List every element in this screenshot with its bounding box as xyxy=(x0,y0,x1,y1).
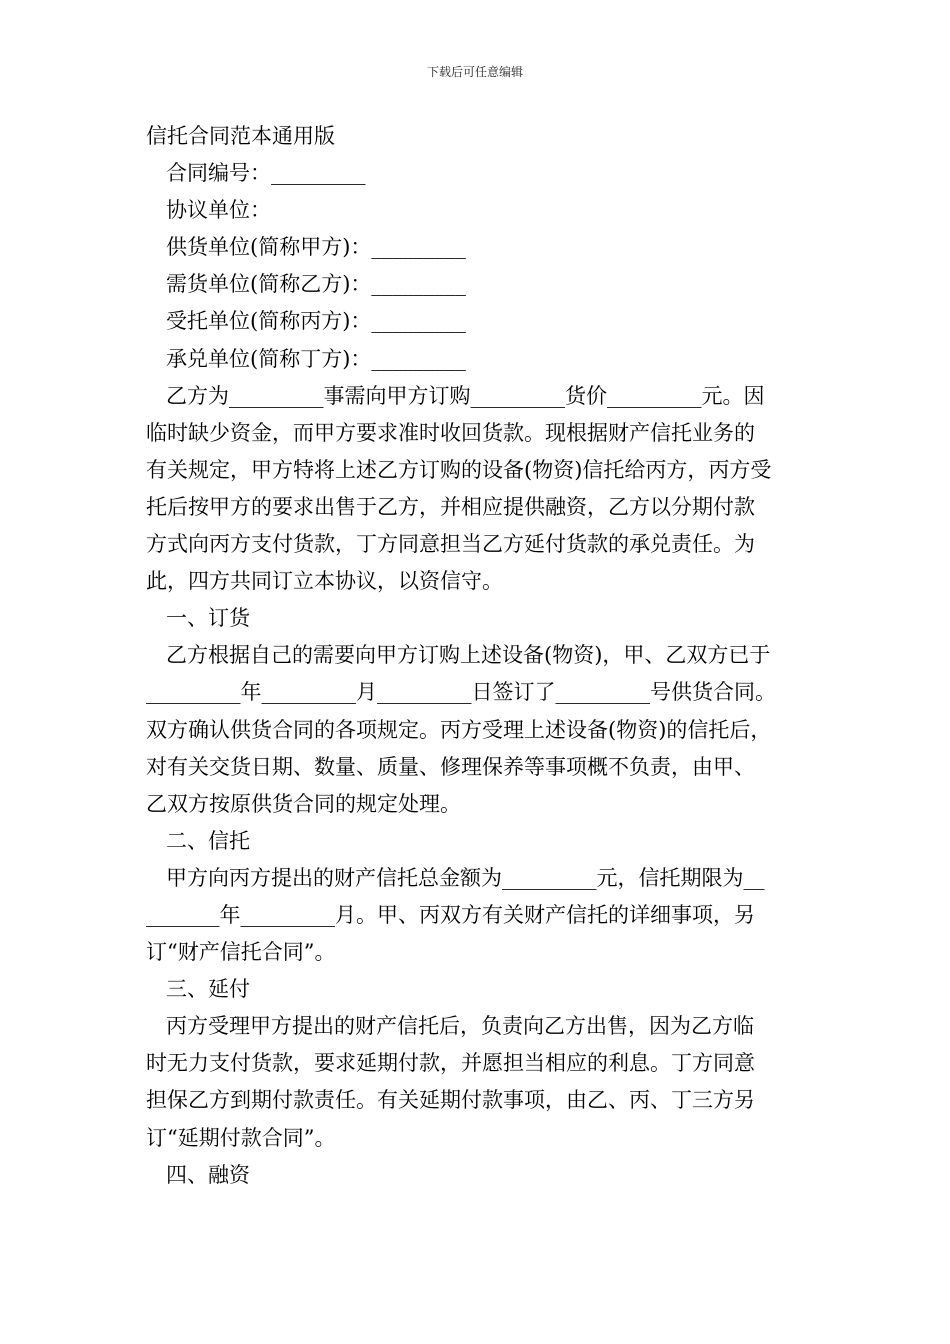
parties-heading: 协议单位： xyxy=(166,198,271,223)
party-d-line: 承兑单位(简称丁方)：_________ xyxy=(166,346,466,371)
contract-number-line: 合同编号：_________ xyxy=(166,161,366,186)
trust-paragraph-line: _______年_________月。甲、丙双方有关财产信托的详细事项，另 xyxy=(146,902,755,927)
intro-paragraph-line: 有关规定，甲方特将上述乙方订购的设备(物资)信托给丙方，丙方受 xyxy=(146,457,772,482)
document-body xyxy=(146,118,836,1194)
intro-paragraph-line: 乙方为_________事需向甲方订购_________货价_________元。因 xyxy=(166,383,765,408)
intro-paragraph-line: 临时缺少资金，而甲方要求准时收回货款。现根据财产信托业务的 xyxy=(146,420,755,445)
ordering-paragraph-line: 乙方根据自己的需要向甲方订购上述设备(物资)，甲、乙双方已于 xyxy=(166,643,771,668)
party-b-line: 需货单位(简称乙方)：_________ xyxy=(166,272,466,297)
intro-paragraph-line: 托后按甲方的要求出售于乙方，并相应提供融资，乙方以分期付款 xyxy=(146,494,755,519)
trust-paragraph-line: 甲方向丙方提出的财产信托总金额为_________元，信托期限为__ xyxy=(166,865,765,890)
deferral-paragraph-line: 时无力支付货款，要求延期付款，并愿担当相应的利息。丁方同意 xyxy=(146,1051,755,1076)
intro-paragraph-line: 方式向丙方支付货款，丁方同意担当乙方延付货款的承兑责任。为 xyxy=(146,532,755,557)
section-heading-deferral: 三、延付 xyxy=(166,977,250,1002)
ordering-paragraph-line: 乙双方按原供货合同的规定处理。 xyxy=(146,791,461,816)
ordering-paragraph-line: 对有关交货日期、数量、质量、修理保养等事项概不负责，由甲、 xyxy=(146,754,755,779)
deferral-paragraph-line: 担保乙方到期付款责任。有关延期付款事项，由乙、丙、丁三方另 xyxy=(146,1088,755,1113)
ordering-paragraph-line: 双方确认供货合同的各项规定。丙方受理上述设备(物资)的信托后， xyxy=(146,717,772,742)
section-heading-financing: 四、融资 xyxy=(166,1162,250,1187)
deferral-paragraph-line: 订“延期付款合同”。 xyxy=(146,1125,336,1150)
party-c-line: 受托单位(简称丙方)：_________ xyxy=(166,309,466,334)
section-heading-trust: 二、信托 xyxy=(166,828,250,853)
document-title: 信托合同范本通用版 xyxy=(146,124,335,148)
deferral-paragraph-line: 丙方受理甲方提出的财产信托后，负责向乙方出售，因为乙方临 xyxy=(166,1014,754,1039)
ordering-paragraph-line: _________年_________月_________日签订了_________号供货合同。 xyxy=(146,680,776,705)
party-a-line: 供货单位(简称甲方)：_________ xyxy=(166,235,466,260)
section-heading-ordering: 一、订货 xyxy=(166,606,250,631)
page-header-note: 下载后可任意编辑 xyxy=(426,65,523,79)
trust-paragraph-line: 订“财产信托合同”。 xyxy=(146,940,336,965)
intro-paragraph-line: 此，四方共同订立本协议，以资信守。 xyxy=(146,569,503,594)
